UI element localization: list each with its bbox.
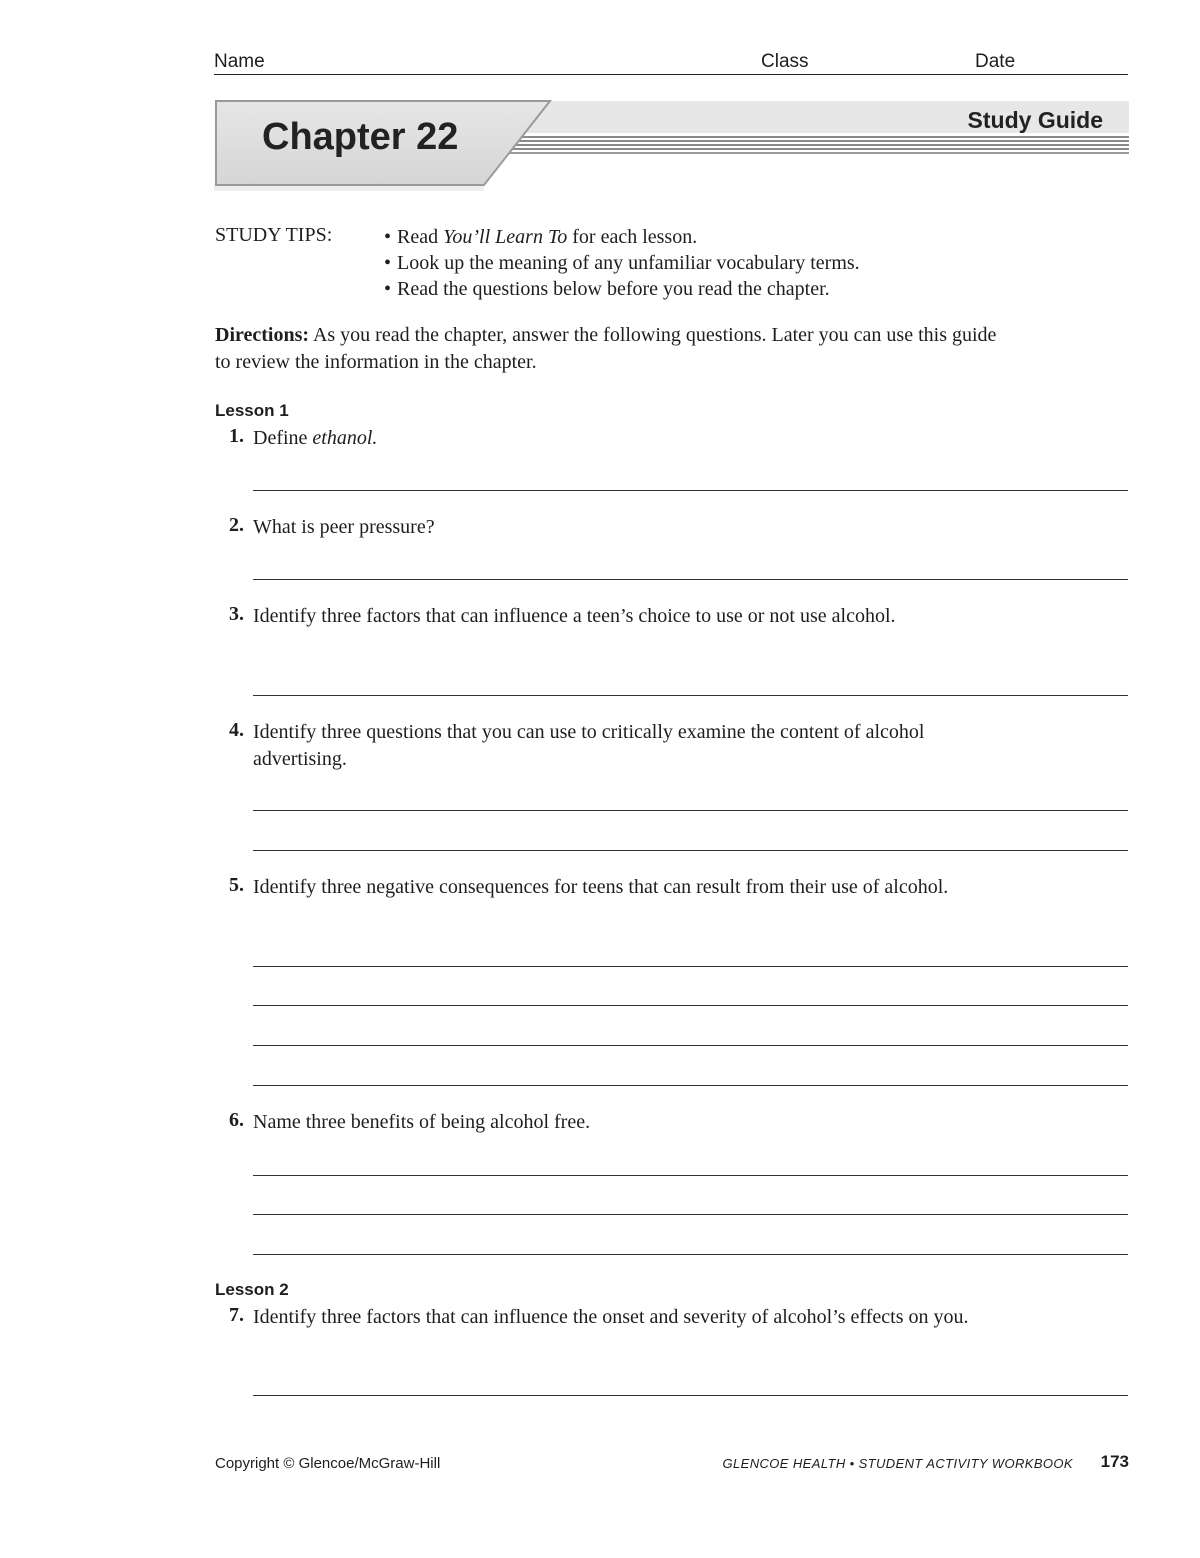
question-text: Identify three factors that can influence a teen’s choice to use or not use alcohol. xyxy=(253,605,896,627)
page-number: 173 xyxy=(1100,1452,1129,1471)
banner-stripes xyxy=(509,136,1129,154)
workbook-title: GLENCOE HEALTH • STUDENT ACTIVITY WORKBOOK xyxy=(722,1456,1073,1471)
question-number: 5. xyxy=(229,874,244,896)
answer-line[interactable] xyxy=(253,966,1128,967)
answer-line[interactable] xyxy=(253,1254,1128,1255)
study-tips-label: STUDY TIPS: xyxy=(215,224,333,246)
question-number: 1. xyxy=(229,425,244,447)
date-label: Date xyxy=(975,51,1016,72)
question-number: 4. xyxy=(229,719,244,741)
question-number: 2. xyxy=(229,514,244,536)
question-text: Define ethanol. xyxy=(253,427,378,449)
lesson-2-heading: Lesson 2 xyxy=(215,1280,289,1299)
copyright-notice: Copyright © Glencoe/McGraw-Hill xyxy=(215,1455,441,1472)
question-text: What is peer pressure? xyxy=(253,516,435,538)
question-text: Identify three factors that can influence the onset and severity of alcohol’s effects on you. xyxy=(253,1306,969,1328)
question-text: Name three benefits of being alcohol free. xyxy=(253,1111,591,1133)
class-label: Class xyxy=(761,51,809,72)
answer-line[interactable] xyxy=(253,850,1128,851)
study-tip-item: • Read the questions below before you read the chapter. xyxy=(384,276,860,302)
answer-line[interactable] xyxy=(253,1395,1128,1396)
directions xyxy=(215,322,1005,376)
question-text: Identify three negative consequences for teens that can result from their use of alcohol. xyxy=(253,876,949,898)
lesson-1-heading: Lesson 1 xyxy=(215,401,289,420)
name-label: Name xyxy=(214,51,265,72)
study-guide-label: Study Guide xyxy=(967,107,1103,133)
question-text: Identify three questions that you can use to critically examine the content of alcohol advertising. xyxy=(253,721,925,770)
study-tip-item: • Look up the meaning of any unfamiliar vocabulary terms. xyxy=(384,250,860,276)
question-number: 3. xyxy=(229,603,244,625)
answer-line[interactable] xyxy=(253,1175,1128,1176)
directions-text: As you read the chapter, answer the following questions. Later you can use this guide to review the information in the chapter. xyxy=(215,324,997,373)
answer-line[interactable] xyxy=(253,810,1128,811)
question-number: 6. xyxy=(229,1109,244,1131)
header-rule xyxy=(214,74,1128,75)
chapter-title: Chapter 22 xyxy=(262,116,459,158)
answer-line[interactable] xyxy=(253,695,1128,696)
answer-line[interactable] xyxy=(253,1045,1128,1046)
answer-line[interactable] xyxy=(253,579,1128,580)
answer-line[interactable] xyxy=(253,1214,1128,1215)
directions-label: Directions: xyxy=(215,324,310,346)
answer-line[interactable] xyxy=(253,490,1128,491)
answer-line[interactable] xyxy=(253,1085,1128,1086)
study-tip-item: • Read You’ll Learn To for each lesson. xyxy=(384,224,860,250)
answer-line[interactable] xyxy=(253,1005,1128,1006)
study-tips-list xyxy=(384,224,860,302)
question-number: 7. xyxy=(229,1304,244,1326)
